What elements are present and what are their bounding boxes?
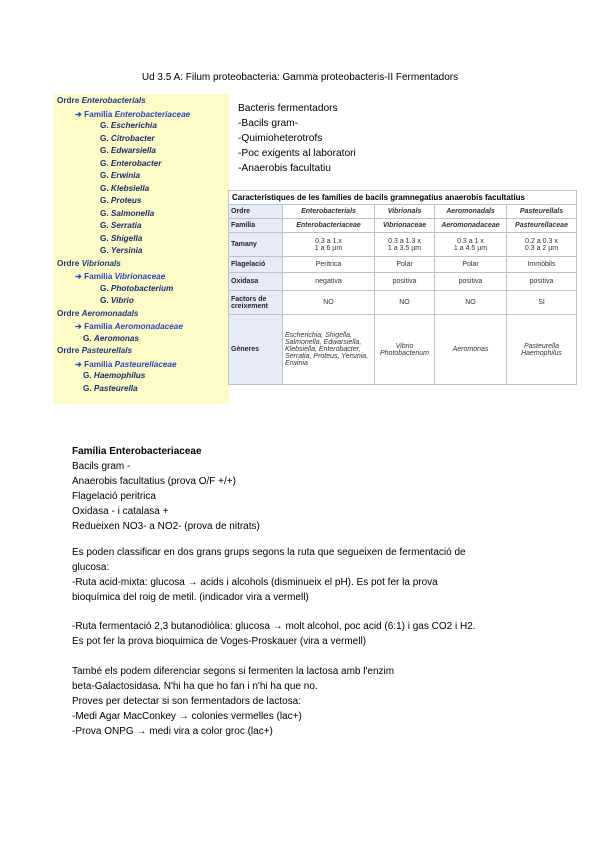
table-cell: positiva (507, 273, 577, 291)
taxonomy-order (57, 346, 132, 355)
taxonomy-prefix: G. (83, 371, 94, 380)
taxonomy-prefix: Ordre (57, 258, 82, 268)
paragraph-fermentation (72, 545, 466, 605)
table-cell: Polar (375, 257, 435, 273)
taxonomy-family (75, 271, 165, 281)
intro-line: -Quimioheterotrofs (238, 133, 323, 144)
taxonomy-prefix: G. (100, 133, 111, 143)
taxonomy-genus (100, 134, 155, 143)
page-title: Ud 3.5 A: Filum proteobacteria: Gamma proteobacteris-II Fermentadors (141, 72, 459, 83)
taxonomy-name: Vibrionals (81, 258, 121, 268)
table-row (229, 291, 577, 315)
table-cell: Escherichia, Shigella, Salmonella, Edwarsiella, Klebsiella, Enterobacter, Serratia, Proteus, Yersinia, Erwinia (283, 315, 375, 385)
table-row (229, 273, 577, 291)
table-cell: 0.3 a 1.x 1 a 6 µm (283, 233, 375, 257)
taxonomy-genus (100, 221, 141, 230)
taxonomy-name: Edwarsiella (110, 146, 156, 155)
text-line: Es pot fer la prova bioquimica de Voges-Proskauer (vira a vermell) (72, 636, 367, 647)
text-line: -Ruta acid-mixta: glucosa → acids i alcohols (disminueix el pH). Es pot fer la prova (72, 577, 438, 588)
taxonomy-family (75, 359, 177, 369)
table-cell: Pasteurellals (507, 205, 577, 219)
row-label: Oxidasa (229, 273, 283, 291)
row-label: Tamany (229, 233, 283, 257)
taxonomy-prefix: G. (100, 208, 111, 218)
taxonomy-name: Pasteurella (93, 383, 138, 393)
taxonomy-prefix: ➔ Família (75, 322, 115, 331)
text-line: També els podem diferenciar segons si fermenten la lactosa amb l'enzim (72, 666, 395, 677)
taxonomy-order (57, 259, 121, 268)
taxonomy-name: Enterobacter (110, 158, 162, 168)
table-cell: NO (283, 291, 375, 315)
taxonomy-prefix: G. (100, 233, 111, 243)
table-row (229, 233, 577, 257)
table-cell: Enterobacterials (283, 205, 375, 219)
taxonomy-genus (100, 121, 157, 130)
table-cell: 0.2 a 0.3 x 0.3 a 2 µm (507, 233, 577, 257)
taxonomy-name: Yersinia (110, 246, 143, 255)
taxonomy-genus (100, 234, 142, 243)
taxonomy-prefix: G. (100, 196, 111, 205)
taxonomy-name: Pasteurellals (81, 346, 133, 355)
table-cell: Pasteurella Haemophilus (507, 315, 577, 385)
intro-line: Bacteris fermentadors (238, 103, 338, 114)
taxonomy-prefix: ➔ Família (75, 359, 115, 369)
taxonomy-name: Shigella (110, 233, 143, 243)
table-row (229, 257, 577, 273)
taxonomy-genus (83, 334, 139, 343)
taxonomy-prefix: G. (100, 121, 111, 130)
taxonomy-prefix: ➔ Família (75, 109, 115, 119)
intro-line: -Anaerobis facultatiu (238, 163, 331, 174)
taxonomy-name: Serratia (110, 221, 142, 230)
text-line: -Prova ONPG → medi vira a color groc (lac+) (72, 726, 273, 737)
table-cell: NO (375, 291, 435, 315)
taxonomy-name: Enterobacteriaceae (114, 109, 191, 119)
taxonomy-order (57, 309, 138, 318)
row-label: Família (229, 219, 283, 233)
taxonomy-name: Aeromonas (93, 333, 139, 343)
intro-list (238, 101, 356, 176)
table-cell: Enterobacteriaceae (283, 219, 375, 233)
table-cell: Polar (435, 257, 507, 273)
taxonomy-prefix: ➔ Família (75, 272, 115, 281)
section-intro (72, 444, 260, 534)
row-label: Flagelació (229, 257, 283, 273)
taxonomy-genus (100, 246, 142, 255)
taxonomy-family (75, 321, 183, 331)
taxonomy-genus (100, 171, 140, 180)
text-line: bioquímica del roig de metil. (indicador vira a vermell) (72, 592, 309, 603)
taxonomy-prefix: G. (100, 158, 111, 168)
taxonomy-name: Enterobacterials (81, 96, 146, 105)
taxonomy-name: Citrobacter (110, 133, 155, 143)
text-line: Oxidasa - i catalasa + (72, 506, 169, 517)
taxonomy-prefix: G. (83, 333, 94, 343)
row-label: Gèneres (229, 315, 283, 385)
table-cell: 0.3 a 1 x 1 a 4.5 µm (435, 233, 507, 257)
table-cell: Aeromonas (435, 315, 507, 385)
text-line: beta-Galactosidasa. N'hi ha que ho fan i n'hi ha que no. (72, 681, 318, 692)
taxonomy-genus (100, 296, 134, 305)
table-cell: Vibrionaceae (375, 219, 435, 233)
text-line: Anaerobis facultatius (prova O/F +/+) (72, 476, 236, 487)
paragraph-lactose (72, 664, 394, 739)
taxonomy-genus (100, 159, 161, 168)
row-label: Factors de creixement (229, 291, 283, 315)
taxonomy-genus (100, 284, 173, 293)
table-cell: Peritrica (283, 257, 375, 273)
table-cell: positiva (435, 273, 507, 291)
taxonomy-genus (100, 146, 156, 155)
taxonomy-name: Escherichia (110, 121, 157, 130)
taxonomy-prefix: G. (100, 221, 111, 230)
taxonomy-name: Erwinia (110, 171, 141, 180)
table-cell: Pasteurellaceae (507, 219, 577, 233)
taxonomy-prefix: Ordre (57, 308, 82, 318)
taxonomy-box (53, 94, 229, 404)
taxonomy-prefix: G. (100, 296, 111, 305)
text-line: Es poden classificar en dos grans grups segons la ruta que segueixen de fermentació de (72, 547, 466, 558)
taxonomy-prefix: Ordre (57, 346, 82, 355)
table-cell: Immòbils (507, 257, 577, 273)
taxonomy-name: Vibrionaceae (114, 272, 166, 281)
row-label: Ordre (229, 205, 283, 219)
text-line: glucosa: (72, 562, 110, 573)
table-cell: negativa (283, 273, 375, 291)
table-row (229, 315, 577, 385)
table-cell: SI (507, 291, 577, 315)
table-cell: Aeromonadaceae (435, 219, 507, 233)
table-cell: positiva (375, 273, 435, 291)
taxonomy-name: Pasteurellaceae (114, 359, 177, 369)
taxonomy-prefix: G. (100, 183, 111, 193)
taxonomy-prefix: G. (100, 246, 111, 255)
intro-line: -Poc exigents al laboratori (238, 148, 356, 159)
taxonomy-name: Klebsiella (110, 183, 150, 193)
taxonomy-order (57, 96, 146, 105)
taxonomy-name: Salmonella (110, 208, 155, 218)
taxonomy-name: Aeromonadaceae (114, 322, 183, 331)
taxonomy-prefix: G. (83, 383, 94, 393)
taxonomy-name: Proteus (110, 196, 142, 205)
table-cell: Vibrionals (375, 205, 435, 219)
table-cell: 0.3 a 1.3 x 1 a 3.5 µm (375, 233, 435, 257)
taxonomy-genus (100, 209, 154, 218)
text-line: Flagelació peritrica (72, 491, 156, 502)
table-header: Característiques de les famílies de bacils gramnegatius anaerobis facultatius (229, 191, 577, 205)
taxonomy-genus (83, 371, 145, 380)
taxonomy-genus (83, 384, 138, 393)
taxonomy-name: Photobacterium (110, 283, 174, 293)
taxonomy-family (75, 109, 190, 119)
taxonomy-prefix: G. (100, 146, 111, 155)
table-cell: Vibrio Photobacterium (375, 315, 435, 385)
taxonomy-genus (100, 184, 149, 193)
text-line: -Medi Agar MacConkey → colonies vermelles (lac+) (72, 711, 302, 722)
table-cell: NO (435, 291, 507, 315)
table-row (229, 205, 577, 219)
text-line: Proves per detectar si son fermentadors de lactosa: (72, 696, 302, 707)
taxonomy-name: Vibrio (110, 296, 134, 305)
taxonomy-genus (100, 196, 141, 205)
taxonomy-name: Aeromonadals (81, 308, 139, 318)
table-row (229, 219, 577, 233)
taxonomy-prefix: G. (100, 283, 111, 293)
section-heading: Família Enterobacteriaceae (72, 446, 202, 457)
text-line: Redueixen NO3- a NO2- (prova de nitrats) (72, 521, 260, 532)
text-line: Bacils gram - (72, 461, 131, 472)
characteristics-table (228, 190, 577, 385)
paragraph-butanediol (72, 619, 476, 649)
taxonomy-prefix: G. (100, 171, 111, 180)
intro-line: -Bacils gram- (238, 118, 299, 129)
table-cell: Aeromonadals (435, 205, 507, 219)
text-line: -Ruta fermentació 2,3 butanodiòlica: glucosa → molt alcohol, poc acid (6:1) i gas CO2 i H2. (72, 621, 476, 632)
taxonomy-name: Haemophilus (93, 371, 146, 380)
taxonomy-prefix: Ordre (57, 96, 82, 105)
